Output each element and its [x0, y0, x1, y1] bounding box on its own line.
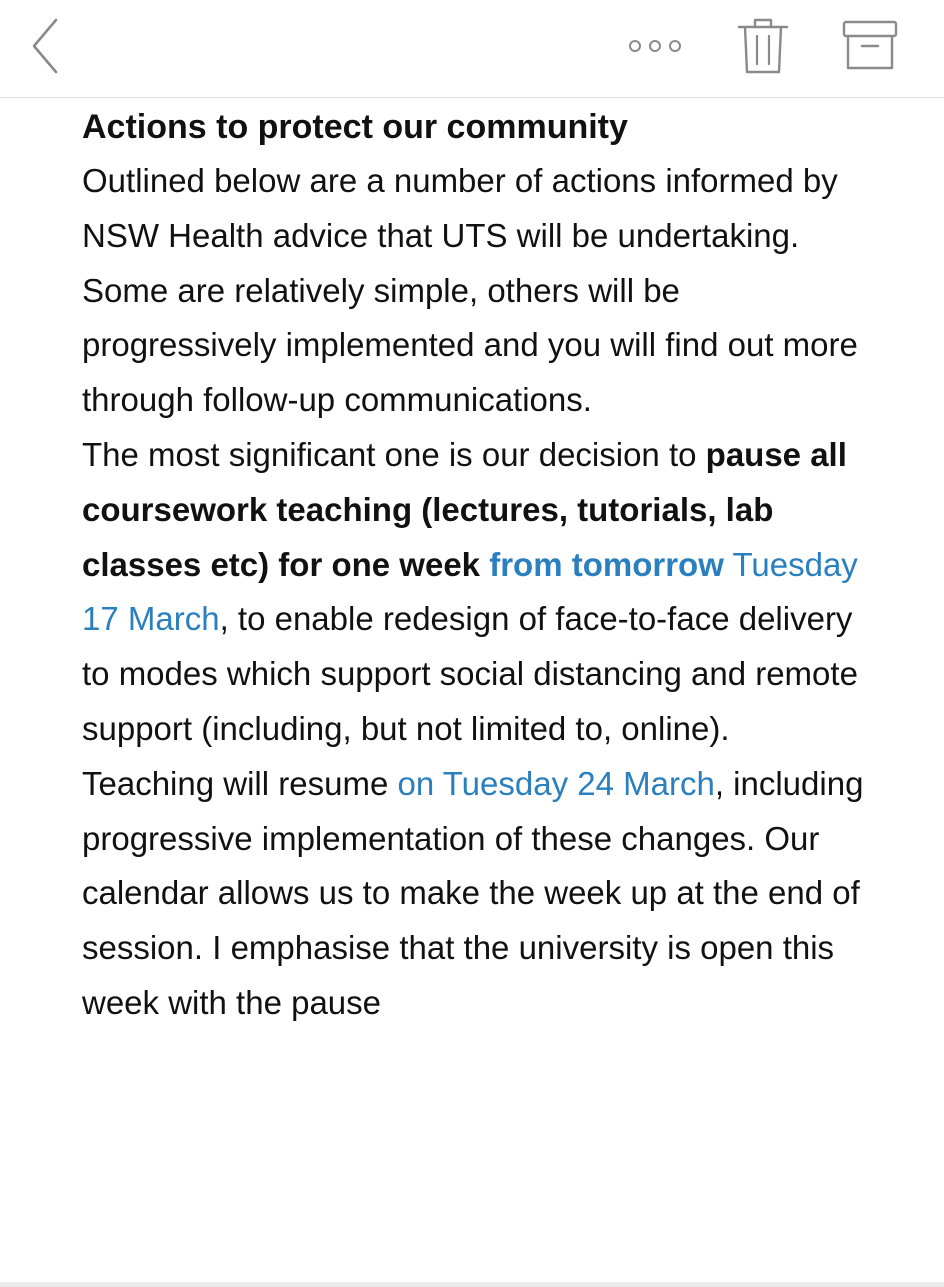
- date-link-tuesday-24-march[interactable]: on Tuesday 24 March: [397, 764, 715, 802]
- paragraph-pause-teaching: [82, 428, 882, 757]
- delete-button[interactable]: [734, 14, 792, 78]
- trash-icon: [734, 14, 792, 78]
- paragraph-teaching-resume: [82, 757, 882, 1031]
- more-button[interactable]: [620, 28, 690, 64]
- bold-text: pause all coursework teaching (lectures, tutorials, lab classes etc) for one week: [82, 435, 847, 583]
- back-button[interactable]: [24, 14, 68, 78]
- paragraph-text: The most significant one is our decision to: [82, 435, 706, 473]
- mail-toolbar: [0, 0, 944, 98]
- paragraph-text: , to enable redesign of face-to-face delivery to modes which support social distancing and remote support (including, but not limited to, online).: [82, 600, 858, 747]
- bottom-divider: [0, 1282, 944, 1287]
- date-link-from-tomorrow[interactable]: from tomorrow: [489, 545, 724, 583]
- paragraph-text: , including progressive implementation of these changes. Our calendar allows us to make the week up at the end of session. I emphasise that the university is open this week with the pause: [82, 764, 864, 1021]
- paragraph-text: Teaching will resume: [82, 764, 398, 802]
- date-link-tuesday-17-march[interactable]: Tuesday 17 March: [82, 545, 858, 638]
- archive-box-icon: [836, 16, 904, 76]
- more-horizontal-icon: [620, 28, 690, 64]
- section-heading: Actions to protect our community: [82, 108, 628, 146]
- paragraph-actions-intro: Outlined below are a number of actions informed by NSW Health advice that UTS will be undertaking. Some are relatively simple, others will be progressively implemented and you will find out more through follow-up communications.: [82, 162, 858, 419]
- email-body: [82, 100, 882, 1031]
- archive-button[interactable]: [836, 16, 904, 76]
- chevron-left-icon: [24, 14, 68, 78]
